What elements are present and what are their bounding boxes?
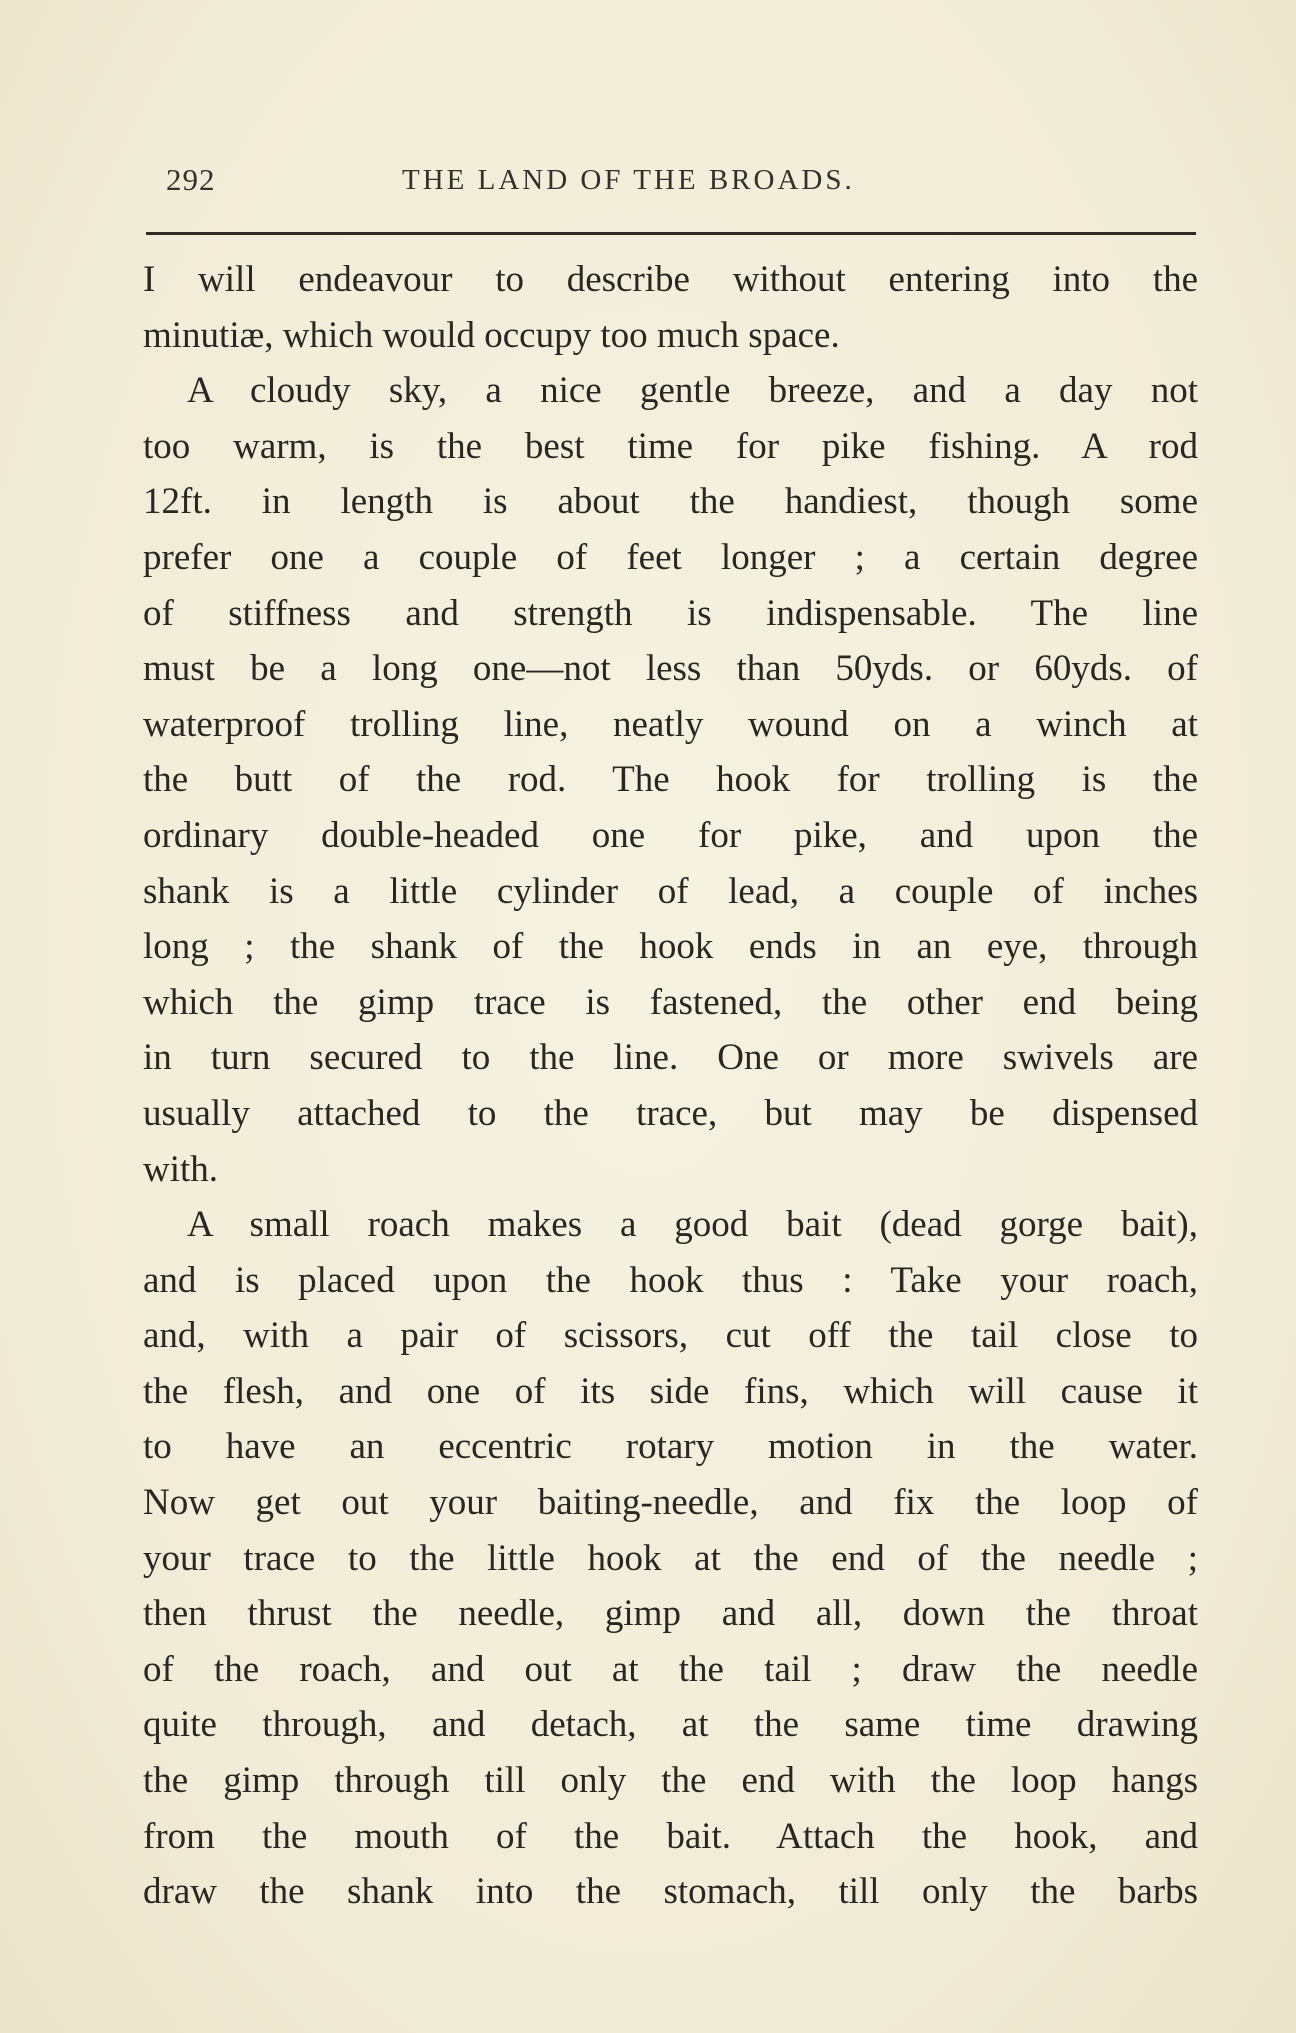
text-line: long ; the shank of the hook ends in an eye, through (143, 926, 1198, 968)
text-line: usually attached to the trace, but may be dispensed (143, 1092, 1198, 1134)
text-line: in turn secured to the line. One or more swivels are (143, 1037, 1198, 1079)
text-line: and is placed upon the hook thus : Take your roach, (143, 1259, 1198, 1301)
text-line: must be a long one—not less than 50yds. or 60yds. of (143, 648, 1198, 690)
text-line: and, with a pair of scissors, cut off the tail close to (143, 1315, 1198, 1357)
text-line: your trace to the little hook at the end of the needle ; (143, 1537, 1198, 1579)
text-line: of stiffness and strength is indispensable. The line (143, 592, 1198, 634)
header-rule (146, 232, 1196, 235)
text-line: quite through, and detach, at the same time drawing (143, 1704, 1198, 1746)
text-line: of the roach, and out at the tail ; draw the needle (143, 1648, 1198, 1690)
text-line: draw the shank into the stomach, till only the barbs (143, 1871, 1198, 1913)
text-line: waterproof trolling line, neatly wound on a winch at (143, 703, 1198, 745)
text-line: A cloudy sky, a nice gentle breeze, and a day not (187, 370, 1198, 412)
text-line: the gimp through till only the end with the loop hangs (143, 1760, 1198, 1802)
running-head: THE LAND OF THE BROADS. (402, 164, 855, 196)
text-line: A small roach makes a good bait (dead gorge bait), (187, 1204, 1198, 1246)
text-line: shank is a little cylinder of lead, a couple of inches (143, 870, 1198, 912)
text-line: minutiæ, which would occupy too much space. (143, 314, 840, 356)
text-line: prefer one a couple of feet longer ; a certain degree (143, 536, 1198, 578)
text-line: which the gimp trace is fastened, the other end being (143, 981, 1198, 1023)
page-number: 292 (166, 162, 216, 197)
text-line: the butt of the rod. The hook for trolling is the (143, 759, 1198, 801)
text-line: the flesh, and one of its side fins, which will cause it (143, 1370, 1198, 1412)
text-line: from the mouth of the bait. Attach the hook, and (143, 1815, 1198, 1857)
text-line: ordinary double-headed one for pike, and upon the (143, 814, 1198, 856)
text-line: too warm, is the best time for pike fishing. A rod (143, 425, 1198, 467)
text-line: Now get out your baiting-needle, and fix the loop of (143, 1482, 1198, 1524)
text-line: to have an eccentric rotary motion in the water. (143, 1426, 1198, 1468)
text-line: I will endeavour to describe without entering into the (143, 259, 1198, 300)
page-header (166, 162, 1141, 212)
text-line: with. (143, 1148, 219, 1190)
text-line: then thrust the needle, gimp and all, down the throat (143, 1593, 1198, 1635)
body-text (143, 252, 1198, 1920)
text-line: 12ft. in length is about the handiest, though some (143, 481, 1198, 523)
